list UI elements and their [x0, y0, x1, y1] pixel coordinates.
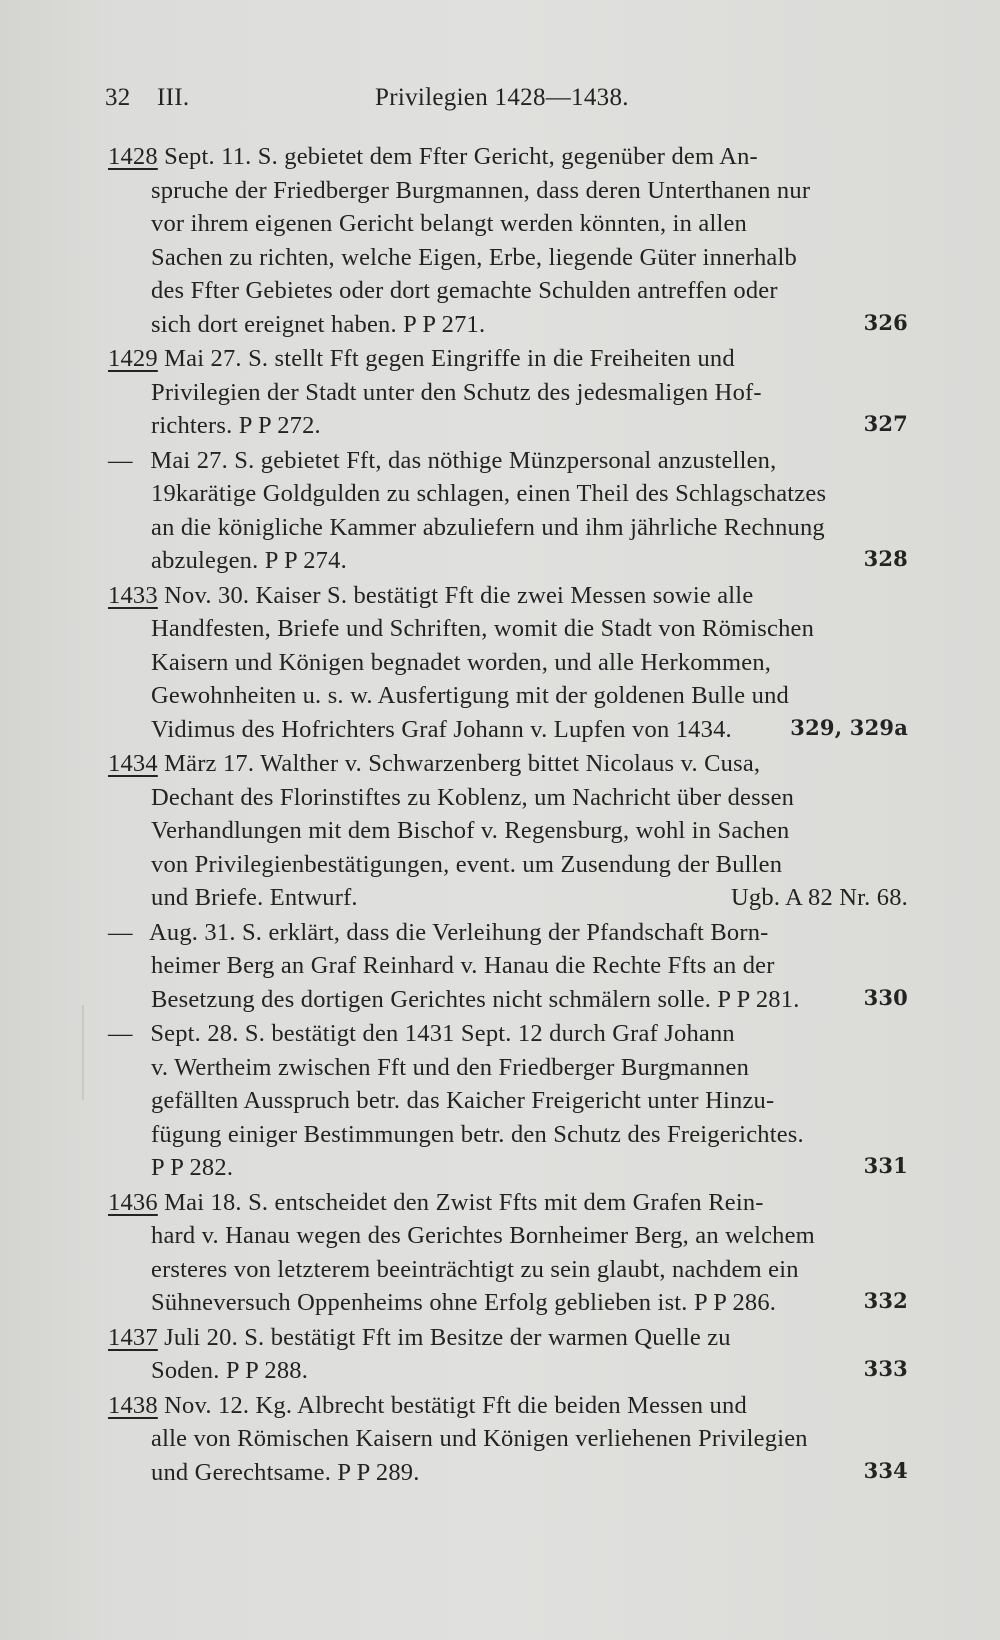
entry-year: 1434 — [108, 750, 158, 777]
register-entry — [108, 1389, 908, 1490]
entry-text: sich dort ereignet haben. P P 271. — [151, 310, 486, 338]
entry-text: Sühneversuch Oppenheims ohne Erfolg geblieben ist. P P 286. — [151, 1289, 777, 1316]
entry-text: Sept. 11. S. gebietet dem Ffter Gericht, gegenüber dem An- — [164, 143, 758, 170]
entry-line — [108, 376, 908, 410]
entry-year: 1433 — [108, 581, 158, 609]
entry-text: Nov. 12. Kg. Albrecht bestätigt Fft die beiden Messen und — [164, 1391, 747, 1419]
entry-line — [108, 747, 908, 781]
entry-line — [108, 1118, 908, 1152]
entry-text: fügung einiger Bestimmungen betr. den Schutz des Freigerichtes. — [151, 1120, 804, 1148]
archive-signature: Ugb. A 82 Nr. 68. — [731, 884, 908, 911]
entry-line — [108, 274, 908, 308]
entry-line — [108, 477, 908, 511]
register-entry — [108, 140, 908, 341]
entry-line — [108, 1084, 908, 1118]
entry-line — [108, 1321, 908, 1355]
entry-text: P P 282. — [151, 1154, 234, 1181]
entry-text: Mai 18. S. entscheidet den Zwist Ffts mit dem Grafen Rein- — [164, 1188, 764, 1216]
entry-text: abzulegen. P P 274. — [151, 547, 347, 574]
entry-line — [108, 1017, 908, 1051]
entry-line — [108, 1051, 908, 1085]
entry-line — [108, 1354, 908, 1388]
entry-line — [108, 814, 908, 848]
page-number: 32 — [105, 84, 131, 111]
entry-number: 332 — [863, 1288, 908, 1313]
entry-line — [108, 308, 908, 342]
register-entry — [108, 1186, 908, 1320]
entry-line — [108, 511, 908, 545]
entry-year: 1438 — [108, 1391, 158, 1419]
entry-text: alle von Römischen Kaisern und Königen verliehenen Privilegien — [151, 1425, 808, 1452]
entry-line — [108, 1456, 908, 1490]
register-entry — [108, 342, 908, 443]
entry-text: Soden. P P 288. — [151, 1357, 309, 1384]
entry-number: 333 — [863, 1356, 908, 1381]
register-entry — [108, 1321, 908, 1388]
entry-number: 326 — [863, 309, 908, 335]
entry-line — [108, 612, 908, 646]
entry-line — [108, 781, 908, 815]
entry-text: und Briefe. Entwurf. — [151, 884, 358, 911]
entry-line — [108, 1186, 908, 1220]
entry-line — [108, 679, 908, 713]
entry-line — [108, 848, 908, 882]
entry-line — [108, 207, 908, 241]
entry-text: Handfesten, Briefe und Schriften, womit die Stadt von Römischen — [151, 615, 815, 642]
section-number: III. — [157, 84, 190, 111]
entry-text: Mai 27. S. stellt Fft gegen Eingriffe in die Freiheiten und — [164, 345, 735, 372]
entry-text: Juli 20. S. bestätigt Fft im Besitze der warmen Quelle zu — [164, 1323, 731, 1351]
entry-text: Besetzung des dortigen Gerichtes nicht schmälern solle. P P 281. — [151, 985, 800, 1013]
running-title: Privilegien 1428—1438. — [375, 84, 629, 111]
entry-text: Kaisern und Königen begnadet worden, und alle Herkommen, — [151, 648, 772, 676]
entry-text: spruche der Friedberger Burgmannen, dass deren Unterthanen nur — [151, 176, 811, 204]
entry-text: 19karätige Goldgulden zu schlagen, einen Theil des Schlagschatzes — [151, 480, 827, 507]
entry-line — [108, 579, 908, 613]
entry-line — [108, 1219, 908, 1253]
entry-text: ersteres von letzterem beeinträchtigt zu sein glaubt, nachdem ein — [151, 1255, 799, 1283]
entry-line — [108, 1286, 908, 1320]
entry-year: 1428 — [108, 143, 158, 170]
entry-line — [108, 544, 908, 578]
entry-year: — — [108, 918, 133, 946]
entry-number: 330 — [863, 984, 908, 1010]
entry-text: vor ihrem eigenen Gericht belangt werden könnten, in allen — [151, 210, 747, 237]
entry-text: hard v. Hanau wegen des Gerichtes Bornheimer Berg, an welchem — [151, 1222, 815, 1249]
entry-number: 331 — [863, 1153, 908, 1178]
entry-line — [108, 241, 908, 275]
entry-text: Privilegien der Stadt unter den Schutz des jedesmaligen Hof- — [151, 378, 762, 406]
entry-line — [108, 174, 908, 208]
entry-text: heimer Berg an Graf Reinhard v. Hanau die Rechte Ffts an der — [151, 952, 775, 979]
entry-text: Mai 27. S. gebietet Fft, das nöthige Münzpersonal anzustellen, — [150, 446, 777, 474]
entry-line — [108, 342, 908, 376]
entry-number: 334 — [863, 1457, 908, 1483]
entry-text: v. Wertheim zwischen Fft und den Friedberger Burgmannen — [151, 1053, 750, 1081]
margin-mark — [82, 1005, 84, 1100]
entry-text: Aug. 31. S. erklärt, dass die Verleihung der Pfandschaft Born- — [148, 918, 769, 946]
entry-line — [108, 409, 908, 443]
entry-text: und Gerechtsame. P P 289. — [151, 1458, 420, 1486]
entry-year: — — [108, 446, 133, 474]
entry-text: März 17. Walther v. Schwarzenberg bittet Nicolaus v. Cusa, — [164, 750, 761, 777]
entry-line — [108, 713, 908, 747]
entry-line — [108, 1389, 908, 1423]
register-entry — [108, 579, 908, 747]
entry-line — [108, 140, 908, 174]
entry-text: Vidimus des Hofrichters Graf Johann v. Lupfen von 1434. — [151, 715, 732, 743]
entry-year: 1437 — [108, 1323, 158, 1351]
entry-year: 1436 — [108, 1188, 158, 1216]
entry-line — [108, 646, 908, 680]
entry-line — [108, 1151, 908, 1185]
entry-number: 328 — [863, 546, 908, 571]
entry-text: richters. P P 272. — [151, 412, 321, 439]
page-header — [105, 84, 905, 120]
entry-line — [108, 881, 908, 915]
entry-text: des Ffter Gebietes oder dort gemachte Schulden antreffen oder — [151, 277, 778, 304]
entry-year: 1429 — [108, 345, 158, 372]
entry-line — [108, 1253, 908, 1287]
entry-text: Sept. 28. S. bestätigt den 1431 Sept. 12 durch Graf Johann — [150, 1020, 735, 1047]
entry-number: 327 — [863, 411, 908, 436]
register-entry — [108, 747, 908, 915]
entry-line — [108, 983, 908, 1017]
entry-line — [108, 1422, 908, 1456]
entry-text: Gewohnheiten u. s. w. Ausfertigung mit der goldenen Bulle und — [151, 682, 789, 709]
register-entry — [108, 916, 908, 1017]
entry-text: Nov. 30. Kaiser S. bestätigt Fft die zwei Messen sowie alle — [164, 581, 754, 609]
entry-text: Sachen zu richten, welche Eigen, Erbe, liegende Güter innerhalb — [151, 243, 797, 271]
entry-text: an die königliche Kammer abzuliefern und ihm jährliche Rechnung — [151, 513, 825, 541]
entry-year: — — [108, 1020, 133, 1047]
register-entries — [108, 140, 908, 1490]
entry-number: 329, 329a — [790, 714, 908, 740]
entry-line — [108, 949, 908, 983]
register-entry — [108, 1017, 908, 1185]
entry-text: Verhandlungen mit dem Bischof v. Regensburg, wohl in Sachen — [151, 817, 790, 844]
entry-line — [108, 444, 908, 478]
entry-text: von Privilegienbestätigungen, event. um Zusendung der Bullen — [151, 850, 783, 878]
entry-text: gefällten Ausspruch betr. das Kaicher Freigericht unter Hinzu- — [151, 1087, 775, 1114]
entry-line — [108, 916, 908, 950]
entry-text: Dechant des Florinstiftes zu Koblenz, um Nachricht über dessen — [151, 783, 795, 811]
register-entry — [108, 444, 908, 578]
